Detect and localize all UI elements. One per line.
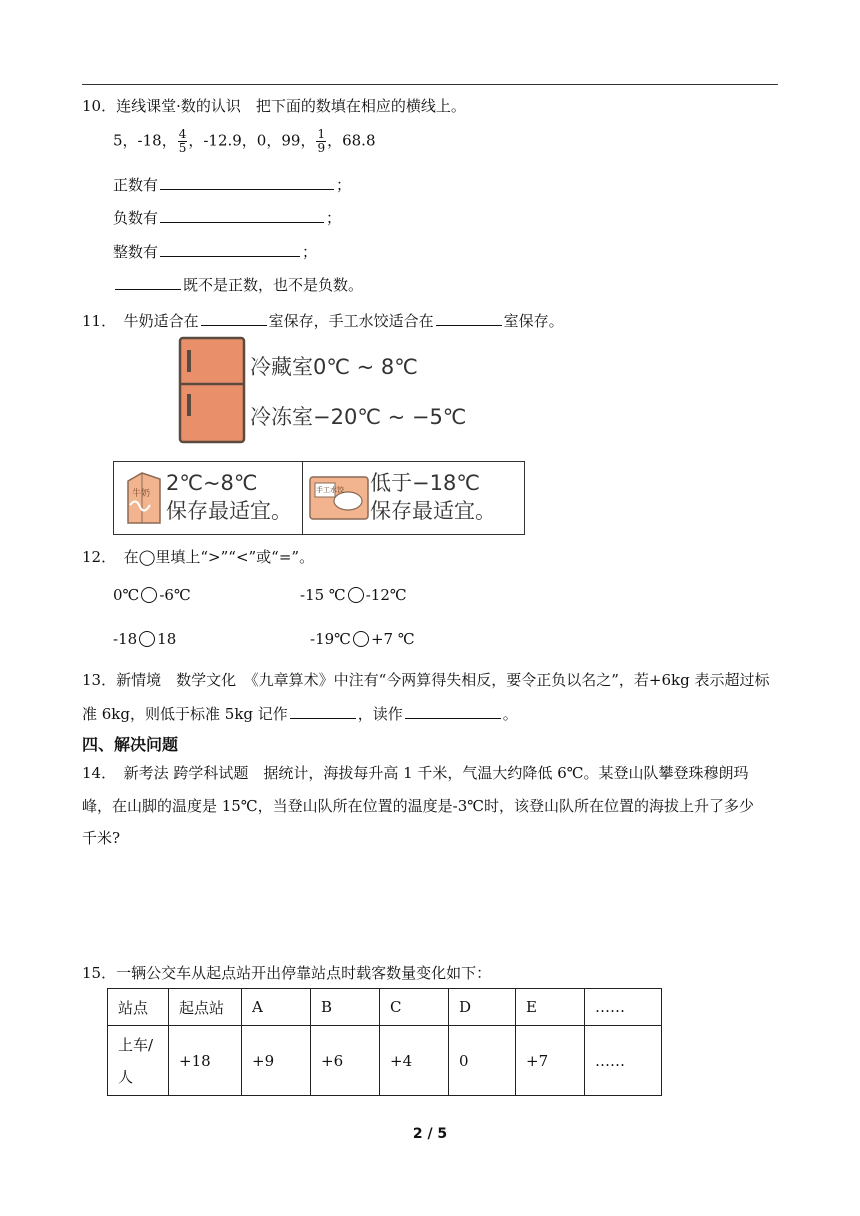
table-header-cell: …… [585,989,662,1026]
dumpling-answer-blank[interactable] [436,324,502,326]
q15-title: 15．一辆公交车从起点站开出停靠站点时载客数量变化如下： [82,964,492,982]
storage-info-row [113,461,525,535]
bus-stops-table [107,988,662,1096]
table-cell: +9 [242,1026,311,1096]
dumpling-package-label: 手工水饺 [316,486,344,494]
numbers-c: ，68.8 [327,131,376,150]
numbers-b: ，-12.9，0，99， [188,131,316,150]
dumpling-package-icon [308,473,370,523]
milk-answer-blank[interactable] [201,324,267,326]
fridge-cold-room-range: 冷藏室0℃ ~ 8℃ [250,355,418,379]
q12-compare-4: -19℃ +7 ℃ [310,630,415,648]
numbers-a: 5，-18， [113,131,177,150]
table-header-cell: B [311,989,380,1026]
milk-storage-note: 保存最适宜。 [166,499,292,523]
table-cell: +18 [169,1026,242,1096]
q10-negative-line: 负数有 ； [113,209,342,227]
page-number: 2 / 5 [412,1126,448,1142]
fridge-freezer-range: 冷冻室−20℃ ~ −5℃ [250,405,467,429]
q10-positive-line: 正数有 ； [113,176,352,194]
table-cell: …… [585,1026,662,1096]
milk-storage-cell [114,462,303,534]
positive-answer-blank[interactable] [160,188,334,190]
q12-title: 12． 在◯里填上“>”“<”或“=”。 [82,548,315,566]
section-title: 四、解决问题 [82,735,179,754]
q14-line-2: 峰，在山脚的温度是 15℃，当登山队所在位置的温度是-3℃时，该登山队所在位置的海拔上升了多少 [82,797,755,815]
q12-compare-1: 0℃ -6℃ [113,586,191,604]
table-header-cell: E [516,989,585,1026]
milk-carton-label: 牛奶 [132,489,151,499]
fraction-four-fifths: $\frac{4}{5}$ [178,127,187,155]
header-rule [82,84,778,85]
q10-number-list [113,128,376,155]
fridge-icon [177,336,249,446]
integer-answer-blank[interactable] [160,255,300,257]
dumpling-storage-note: 保存最适宜。 [370,499,496,523]
q10-neither-line: 既不是正数，也不是负数。 [113,274,363,295]
compare-circle-1[interactable] [141,587,157,603]
table-header-cell: 站点 [108,989,169,1026]
table-header-row [108,989,662,1026]
table-header-cell: A [242,989,311,1026]
table-header-cell: D [449,989,516,1026]
q10-title: 10．连线课堂·数的认识 把下面的数填在相应的横线上。 [82,97,466,115]
table-cell: +6 [311,1026,380,1096]
compare-circle-3[interactable] [139,631,155,647]
table-cell: +7 [516,1026,585,1096]
fridge-info-panel [172,336,468,446]
q12-compare-3: -18 18 [113,630,177,648]
fraction-one-ninth: $\frac{1}{9}$ [317,127,326,155]
table-row-label: 上车/ 人 [108,1026,169,1096]
table-header-cell: C [380,989,449,1026]
table-header-cell: 起点站 [169,989,242,1026]
negative-answer-blank[interactable] [160,221,324,223]
dumpling-temp-range: 低于−18℃ [370,471,480,495]
q13-line-2: 准 6kg，则低于标准 5kg 记作 ，读作 。 [82,705,518,723]
read-answer-blank[interactable] [405,717,501,719]
q12-compare-2: -15 ℃ -12℃ [300,586,407,604]
q13-line-1: 13．新情境 数学文化 《九章算术》中注有“今两算得失相反，要令正负以名之”，若+6kg 表示超过标 [82,671,770,689]
compare-circle-4[interactable] [353,631,369,647]
q14-line-3: 千米? [82,829,121,847]
record-answer-blank[interactable] [290,717,356,719]
milk-temp-range: 2℃~8℃ [166,471,258,495]
dumpling-storage-cell [304,462,524,534]
compare-circle-2[interactable] [348,587,364,603]
q11-text: 11． 牛奶适合在 室保存，手工水饺适合在 室保存。 [82,312,564,330]
q14-line-1: 14． 新考法 跨学科试题 据统计，海拔每升高 1 千米，气温大约降低 6℃。某登山队攀登珠穆朗玛 [82,764,749,782]
table-cell: 0 [449,1026,516,1096]
table-cell: +4 [380,1026,449,1096]
q10-integer-line: 整数有 ； [113,243,318,261]
neither-answer-blank[interactable] [115,288,181,290]
table-row [108,1026,662,1096]
